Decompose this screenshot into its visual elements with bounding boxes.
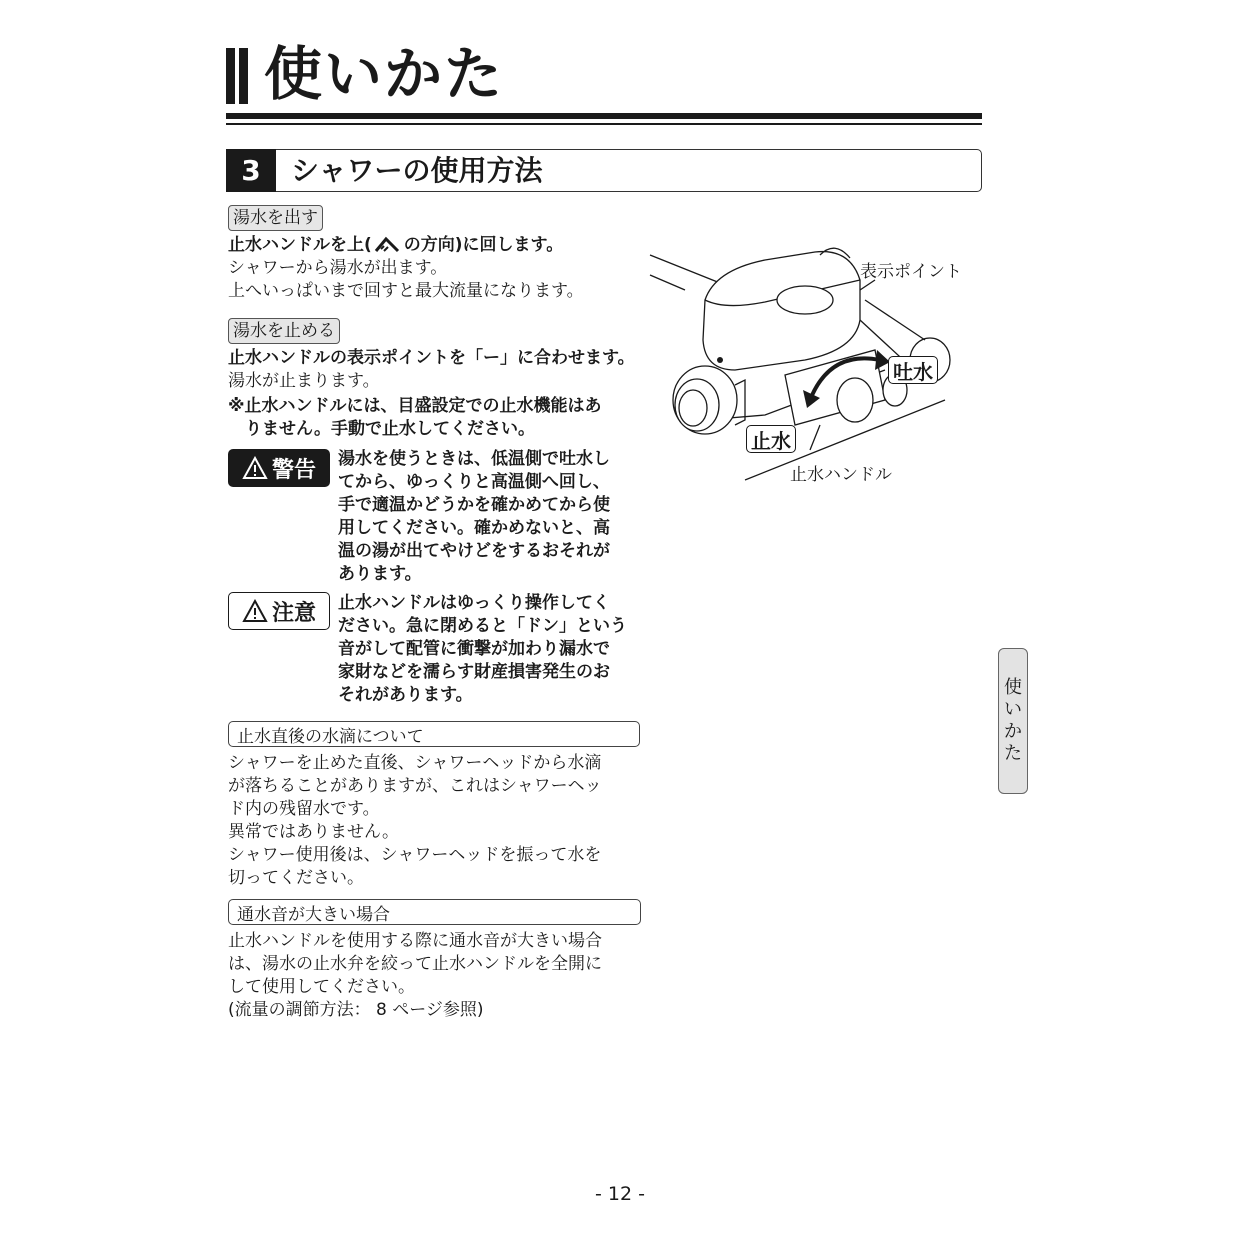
warning-line-5: 温の湯が出てやけどをするおそれが — [338, 541, 610, 561]
warning-triangle-icon — [242, 456, 268, 480]
warning-line-4: 用してください。確かめないと、高 — [338, 518, 610, 538]
noise-line-3: して使用してください。 — [228, 977, 415, 997]
caution-line-2: ださい。急に閉めると「ドン」という — [338, 616, 627, 636]
caution-line-4: 家財などを濡らす財産損害発生のお — [338, 662, 610, 682]
drip-line-4: 異常ではありません。 — [228, 822, 400, 842]
drip-line-1: シャワーを止めた直後、シャワーヘッドから水滴 — [228, 753, 602, 773]
drip-line-3: ド内の残留水です。 — [228, 799, 380, 819]
page-number: - 12 - — [595, 1183, 645, 1205]
page-title: 使いかた — [264, 40, 505, 108]
open-tag: 湯水を出す — [228, 205, 323, 231]
stop-lead: 止水ハンドルの表示ポイントを「ー」に合わせます。 — [228, 348, 635, 368]
open-lead-before: 止水ハンドルを上( — [228, 235, 372, 255]
open-line-2: 上へいっぱいまで回すと最大流量になります。 — [228, 281, 584, 301]
side-tab-char: た — [1004, 743, 1022, 764]
noise-line-2: は、湯水の止水弁を絞って止水ハンドルを全開に — [228, 954, 602, 974]
drip-line-6: 切ってください。 — [228, 868, 364, 888]
noise-line-1: 止水ハンドルを使用する際に通水音が大きい場合 — [228, 931, 602, 951]
section-number: 3 — [226, 149, 276, 192]
stop-note-2: りません。手動で止水してください。 — [228, 419, 536, 439]
caution-line-1: 止水ハンドルはゆっくり操作してく — [338, 593, 610, 613]
open-lead-after: の方向)に回します。 — [403, 235, 564, 255]
warning-line-2: てから、ゆっくりと高温側へ回し、 — [338, 472, 610, 492]
tag-stop: 止水 — [746, 425, 796, 453]
section-title: シャワーの使用方法 — [291, 154, 543, 187]
title-bars — [226, 48, 250, 104]
tag-discharge: 吐水 — [888, 356, 938, 384]
title-rule — [226, 113, 982, 119]
label-indicator-point: 表示ポイント — [860, 262, 962, 282]
side-tab-char: 使 — [1004, 677, 1022, 698]
caution-triangle-icon — [242, 599, 268, 623]
warning-line-3: 手で適温かどうかを確かめてから使 — [338, 495, 610, 515]
title-rule-thin — [226, 123, 982, 125]
caution-line-3: 音がして配管に衝撃が加わり漏水で — [338, 639, 610, 659]
side-tab-char: い — [1004, 699, 1022, 720]
stop-line: 湯水が止まります。 — [228, 371, 380, 391]
noise-line-4: (流量の調節方法： 8 ページ参照) — [228, 1000, 484, 1020]
direction-up-icon — [374, 235, 402, 255]
label-stop-handle: 止水ハンドル — [790, 465, 892, 485]
warning-label: 警告 — [271, 457, 316, 483]
warning-line-6: あります。 — [338, 564, 422, 584]
caution-line-5: それがあります。 — [338, 685, 473, 705]
caution-badge — [228, 592, 330, 630]
drip-line-5: シャワー使用後は、シャワーヘッドを振って水を — [228, 845, 602, 865]
drip-heading: 止水直後の水滴について — [228, 721, 640, 747]
open-line-1: シャワーから湯水が出ます。 — [228, 258, 448, 278]
warning-badge — [228, 449, 330, 487]
side-tab-char: か — [1004, 721, 1022, 742]
stop-tag: 湯水を止める — [228, 318, 340, 344]
warning-line-1: 湯水を使うときは、低温側で吐水し — [338, 449, 610, 469]
drip-line-2: が落ちることがありますが、これはシャワーヘッ — [228, 776, 602, 796]
noise-heading: 通水音が大きい場合 — [228, 899, 641, 925]
side-index-tab — [998, 648, 1028, 794]
stop-note-1: ※止水ハンドルには、目盛設定での止水機能はあ — [228, 396, 602, 416]
open-lead — [228, 234, 563, 257]
caution-label: 注意 — [271, 600, 316, 626]
